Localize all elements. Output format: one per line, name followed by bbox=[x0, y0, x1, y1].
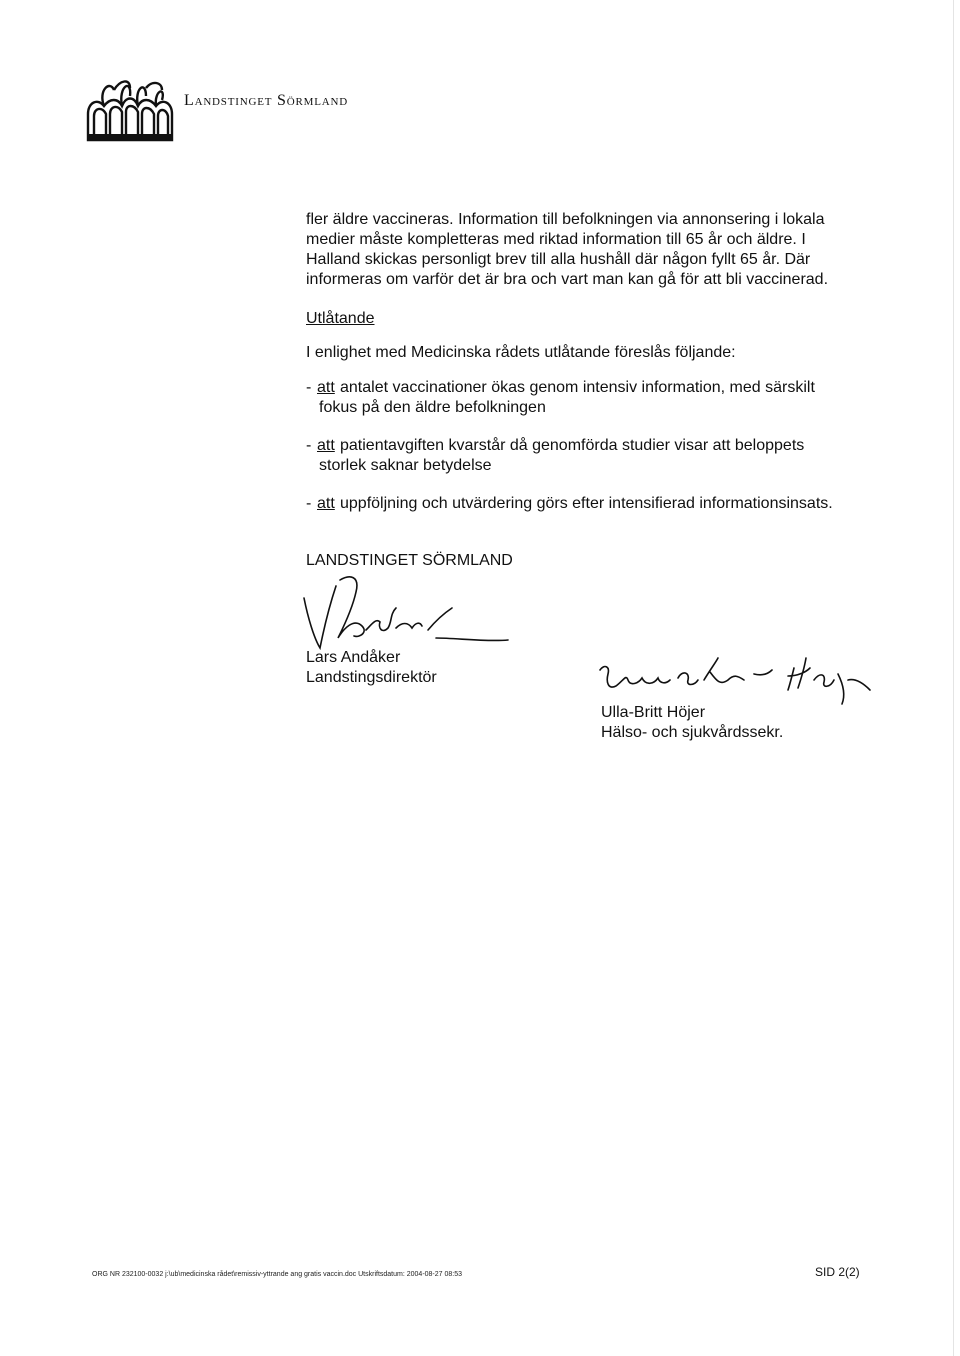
signer-title: Landstingsdirektör bbox=[306, 669, 437, 686]
list-att: att bbox=[317, 379, 335, 396]
intro-line: Halland skickas personligt brev till alla hushåll där någon fyllt 65 år. Där bbox=[306, 251, 811, 268]
list-att: att bbox=[317, 437, 335, 454]
signer-title: Hälso- och sjukvårdssekr. bbox=[601, 724, 784, 741]
signer-name: Ulla-Britt Höjer bbox=[601, 704, 706, 721]
section-heading: Utlåtande bbox=[306, 310, 375, 327]
list-dash: - bbox=[306, 437, 312, 454]
lead-sentence: I enlighet med Medicinska rådets utlåtande föreslås följande: bbox=[306, 344, 736, 361]
list-att: att bbox=[317, 495, 335, 512]
intro-line: fler äldre vaccineras. Information till befolkningen via annonsering i lokala bbox=[306, 211, 825, 228]
footer-reference: ORG NR 232100-0032 j:\ub\medicinska rådet\remissiv-yttrande ang gratis vaccin.doc Utskriftsdatum: 2004-08-27 08:53 bbox=[92, 1271, 463, 1278]
signer-name: Lars Andåker bbox=[306, 649, 401, 666]
intro-paragraph bbox=[306, 210, 866, 290]
intro-line: informeras om varför det är bra och vart man kan gå för att bli vaccinerad. bbox=[306, 271, 829, 288]
list-item-line: storlek saknar betydelse bbox=[319, 457, 492, 474]
list-dash: - bbox=[306, 495, 312, 512]
list-item-line: uppföljning och utvärdering görs efter intensifierad informationsinsats. bbox=[340, 495, 833, 512]
crown-logo-icon bbox=[84, 76, 176, 142]
signature-lars-andaker bbox=[296, 568, 516, 660]
page-number: SID 2(2) bbox=[815, 1265, 860, 1279]
intro-line: medier måste kompletteras med riktad information till 65 år och äldre. I bbox=[306, 231, 806, 248]
organization-name: Landstinget Sörmland bbox=[184, 92, 348, 109]
page-edge bbox=[953, 0, 954, 1356]
list-item-line: patientavgiften kvarstår då genomförda studier visar att beloppets bbox=[340, 437, 805, 454]
signing-organization: LANDSTINGET SÖRMLAND bbox=[306, 552, 513, 569]
list-item-line: antalet vaccinationer ökas genom intensiv information, med särskilt bbox=[340, 379, 815, 396]
list-item-line: fokus på den äldre befolkningen bbox=[319, 399, 546, 416]
list-dash: - bbox=[306, 379, 312, 396]
